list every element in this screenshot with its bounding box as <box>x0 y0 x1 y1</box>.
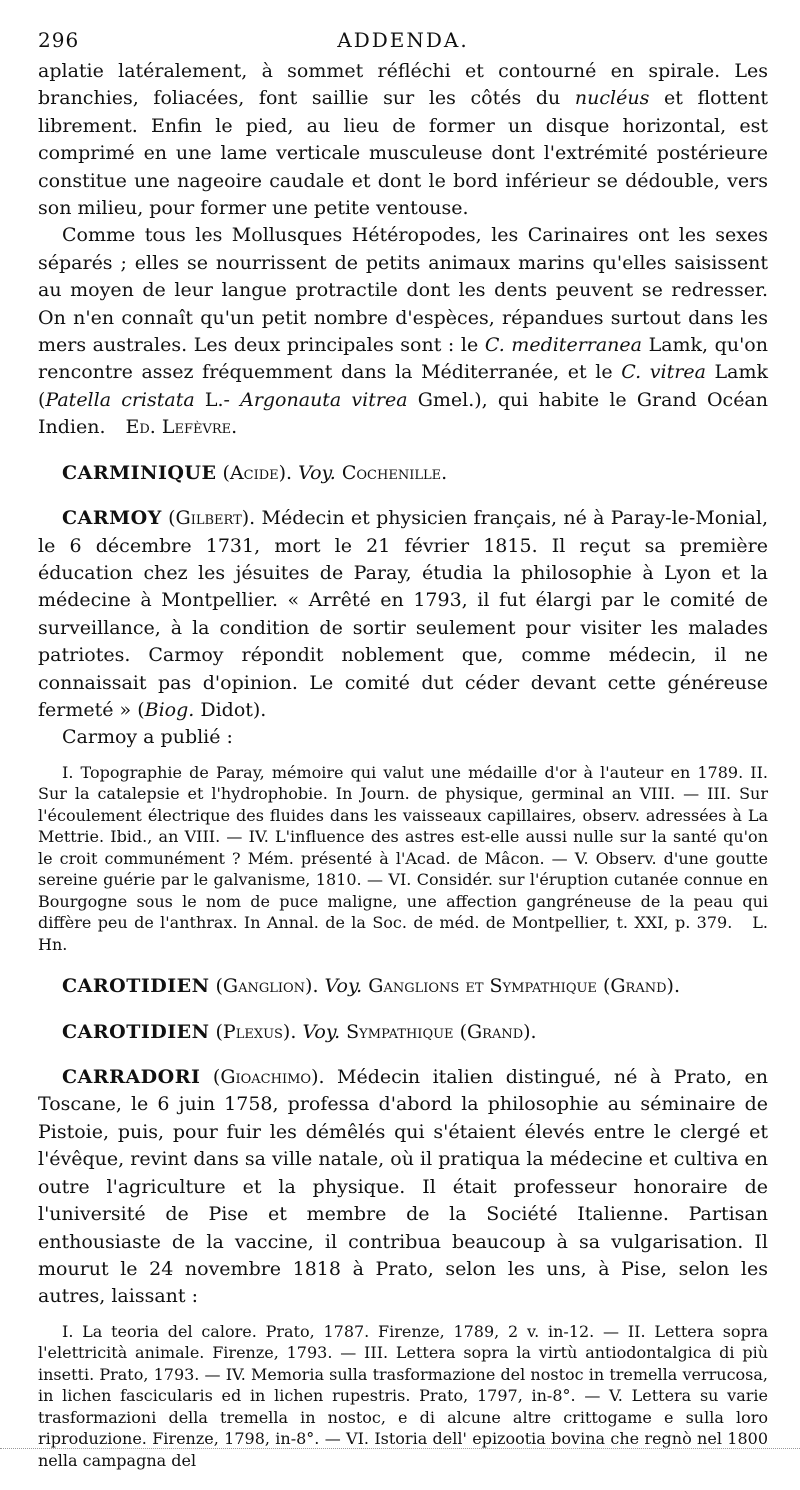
headword: CARRADORI <box>62 1066 201 1089</box>
text-run-italic: Argonauta vitrea <box>240 388 408 411</box>
page-number: 296 <box>38 28 80 52</box>
carmoy-bibliography <box>38 762 768 956</box>
entry-carotidien-plexus <box>38 1019 768 1046</box>
voy-label: Voy. <box>298 461 336 484</box>
text-run-italic: C. mediterranea <box>484 334 642 357</box>
footer-rule <box>0 1448 800 1449</box>
qualifier: (Acide). <box>222 461 293 484</box>
entry-carmoy <box>38 505 768 724</box>
text-run: Didot). <box>194 698 267 721</box>
carradori-bibliography: I. La teoria del calore. Prato, 1787. Firenze, 1789, 2 v. in-12. — II. Lettera sopra l'elettricità animale. Firenze, 1793. — III. Lettera sopra la virtù antiodontalgica di più insetti. Prato, 1793. — IV. Memoria sulla trasformazione del nostoc in tremella verrucosa, in lichen fascicularis ed in lichen rupestris. Prato, 1797, in-8°. — V. Lettera su varie trasformazioni della tremella in nostoc, e di alcune altre crittogame e sulla loro riproduzione. Firenze, 1798, in-8°. — VI. Istoria dell' epizootia bovina che regnò nel 1800 nella campagna del <box>38 1321 768 1470</box>
headword: CAROTIDIEN <box>62 975 210 998</box>
entry-carotidien-ganglion <box>38 973 768 1000</box>
text-run: et flottent librement. Enfin le pied, au lieu de former un disque horizontal, est comprimé en une lame verticale musculeuse dont l'extrémité postérieure constitue une nageoire caudale et dont le bord inférieur se dédouble, vers son milieu, pour former une petite ventouse. <box>38 87 768 220</box>
headword: CARMINIQUE <box>62 461 217 484</box>
page <box>38 28 768 1471</box>
text-run-italic: C. vitrea <box>621 361 706 384</box>
cross-reference: Cochenille. <box>341 461 448 484</box>
qualifier: (Ganglion). <box>215 975 319 998</box>
voy-label: Voy. <box>302 1020 341 1043</box>
entry-carradori <box>38 1064 768 1311</box>
entry-carminique <box>38 460 768 487</box>
text-run: Médecin italien distingué, né à Prato, en Toscane, le 6 juin 1758, professa d'abord la philosophie au séminaire de Pistoie, puis, pour fuir les démêlés qui s'étaient élevés entre le clergé et l'évêque, revint dans sa ville natale, où il pratiqua la médecine et cultiva en outre l'agriculture et la physique. Il était professeur honoraire de l'université de Pise et membre de la Société Italienne. Partisan enthousiaste de la vaccine, il contribua beaucoup à sa vulgarisation. Il mourut le 24 novembre 1818 à Prato, selon les uns, à Pise, selon les autres, laissant : <box>38 1066 769 1308</box>
text-run: L.- <box>194 388 241 411</box>
carmoy-published: Carmoy a publié : <box>62 726 233 749</box>
running-title: ADDENDA. <box>337 28 469 52</box>
carinaire-paragraph-2 <box>38 222 768 441</box>
voy-label: Voy. <box>324 975 363 998</box>
text-run: Médecin et physicien français, né à Paray-le-Monial, le 6 décembre 1731, mort le 21 février 1815. Il reçut sa première éducation chez les jésuites de Paray, étudia la philosophie à Lyon et la médecine à Montpellier. « Arrêté en 1793, il fut élargi par le comité de surveillance, à la condition de sortir seulement pour visiter les malades patriotes. Carmoy répondit noblement que, comme médecin, il ne connaissait pas d'opinion. Le comité dut céder devant cette généreuse fermeté » ( <box>38 507 768 721</box>
text-run: Lamk ( <box>38 361 769 411</box>
qualifier: (Gilbert). <box>168 507 256 530</box>
bibliography-text: I. Topographie de Paray, mémoire qui valut une médaille d'or à l'auteur en 1789. II. Sur la catalepsie et l'hydrophobie. In Journ. de physique, germinal an VIII. — III. Sur l'écoulement électrique des fluides dans les vaisseaux capillaires, observ. adressées à La Mettrie. Ibid., an VIII. — IV. L'influence des astres est-elle aussi nulle sur la santé qu'on le croit communément ? Mém. présenté à l'Acad. de Mâcon. — V. Observ. d'une goutte sereine guérie par le galvanisme, 1810. — VI. Considér. sur l'éruption cutanée connue en Bourgogne sous le nom de puce maligne, une affection gangréneuse de la peau qui diffère peu de l'anthrax. In Annal. de la Soc. de méd. de Montpellier, t. XXI, p. 379. <box>38 762 768 933</box>
cross-reference: Ganglions et Sympathique (Grand). <box>368 975 680 998</box>
qualifier: (Plexus). <box>215 1020 297 1043</box>
cross-reference: Sympathique (Grand). <box>346 1020 537 1043</box>
headword: CARMOY <box>62 507 162 530</box>
signature: L. Hn. <box>38 913 768 954</box>
text-run: Lamk, qu'on rencontre assez fréquemment dans la Méditerranée, et le <box>38 334 768 384</box>
running-head <box>38 28 768 58</box>
carinaire-paragraph-1 <box>38 58 768 222</box>
text-run: Gmel.), qui habite le Grand Océan Indien. <box>38 388 769 439</box>
qualifier: (Gioachimo). <box>212 1066 325 1089</box>
text-run-italic: Biog. <box>144 698 195 721</box>
text-run: aplatie latéralement, à sommet réfléchi et contourné en spirale. Les branchies, foliacées, font saillie sur les côtés du <box>38 60 768 110</box>
headword: CAROTIDIEN <box>62 1020 210 1043</box>
text-run-italic: nucléus <box>574 87 650 110</box>
signature: Ed. Lefèvre. <box>125 416 238 439</box>
text-run-italic: Patella cristata <box>45 388 195 411</box>
text-run: Comme tous les Mollusques Hétéropodes, les Carinaires ont les sexes séparés ; elles se nourrissent de petits animaux marins qu'elles saisissent au moyen de leur langue protractile dont les dents peuvent se redresser. On n'en connaît qu'un petit nombre d'espèces, répandues surtout dans les mers australes. Les deux principales sont : le <box>38 224 768 357</box>
